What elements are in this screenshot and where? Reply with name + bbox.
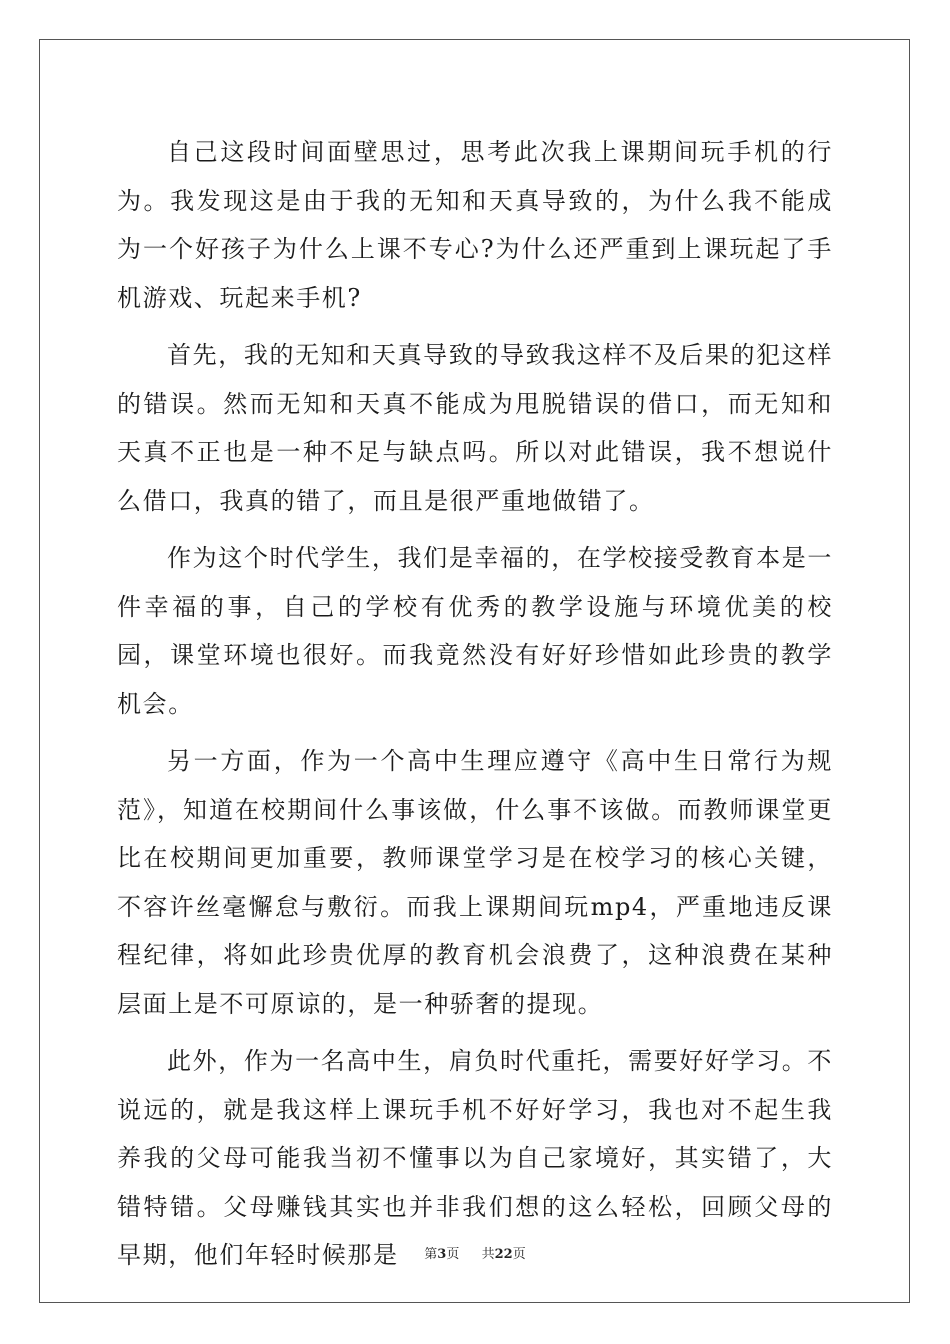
total-suffix: 页 (512, 1247, 526, 1262)
page-suffix: 页 (446, 1247, 460, 1262)
paragraph: 首先，我的无知和天真导致的导致我这样不及后果的犯这样的错误。然而无知和天真不能成为甩脱错误的借口，而无知和天真不正也是一种不足与缺点吗。所以对此错误，我不想说什么借口，我真的错了，而且是很严重地做错了。 (117, 341, 833, 515)
paragraph: 另一方面，作为一个高中生理应遵守《高中生日常行为规范》，知道在校期间什么事该做，什么事不该做。而教师课堂更比在校期间更加重要，教师课堂学习是在校学习的核心关键，不容许丝毫懈怠与敷衍。而我上课期间玩mp4，严重地违反课程纪律，将如此珍贵优厚的教育机会浪费了，这种浪费在某种层面上是不可原谅的，是一种骄奢的提现。 (117, 747, 833, 1018)
page-footer (0, 1245, 950, 1265)
paragraph: 自己这段时间面壁思过，思考此次我上课期间玩手机的行为。我发现这是由于我的无知和天真导致的，为什么我不能成为一个好孩子为什么上课不专心?为什么还严重到上课玩起了手机游戏、玩起来手机? (117, 138, 833, 312)
total-pages-label (482, 1245, 526, 1265)
paragraph: 此外，作为一名高中生，肩负时代重托，需要好好学习。不说远的，就是我这样上课玩手机不好好学习，我也对不起生我养我的父母可能我当初不懂事以为自己家境好，其实错了，大错特错。父母赚钱其实也并非我们想的这么轻松，回顾父母的早期，他们年轻时候那是 (117, 1047, 833, 1269)
paragraph: 作为这个时代学生，我们是幸福的，在学校接受教育本是一件幸福的事，自己的学校有优秀的教学设施与环境优美的校园，课堂环境也很好。而我竟然没有好好珍惜如此珍贵的教学机会。 (117, 544, 833, 718)
page-prefix: 第 (424, 1247, 438, 1262)
total-page-number: 22 (494, 1247, 513, 1262)
total-prefix: 共 (481, 1247, 495, 1262)
current-page-number: 3 (437, 1247, 447, 1262)
page-number-label (424, 1245, 459, 1265)
document-body (117, 128, 833, 1280)
